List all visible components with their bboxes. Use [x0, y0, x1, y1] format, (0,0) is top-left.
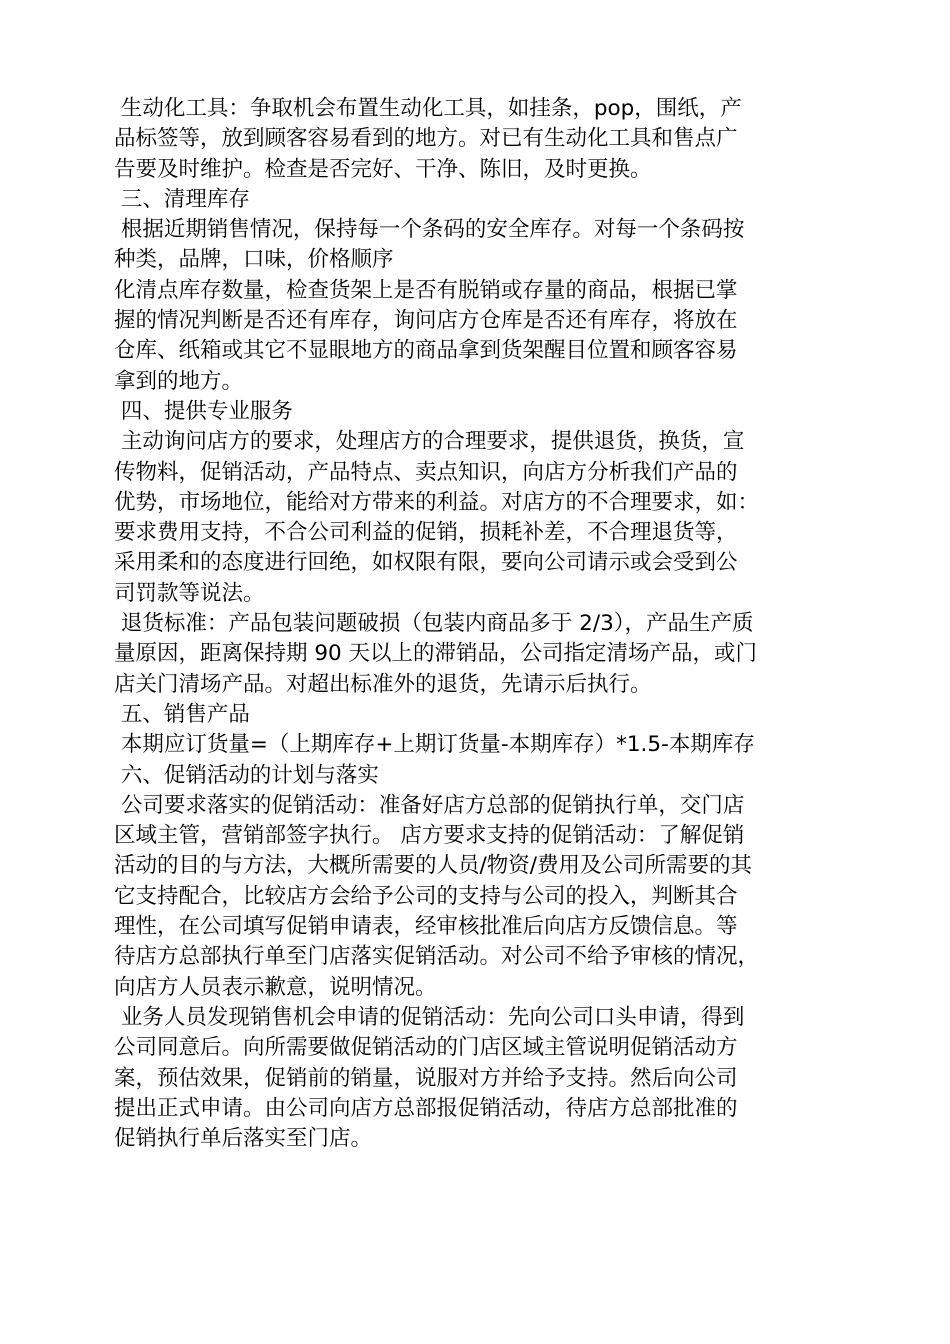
- text-line: 仓库、纸箱或其它不显眼地方的商品拿到货架醒目位置和顾客容易: [114, 338, 738, 364]
- text-line: 量原因，距离保持期 90 天以上的滞销品，公司指定清场产品，或门: [114, 641, 758, 667]
- text-line: 活动的目的与方法，大概所需要的人员/物资/费用及公司所需要的其: [114, 853, 752, 879]
- text-line: 拿到的地方。: [114, 368, 244, 394]
- text-line: 采用柔和的态度进行回绝，如权限有限，要向公司请示或会受到公: [114, 550, 738, 576]
- text-line: 生动化工具：争取机会布置生动化工具，如挂条，pop，围纸，产: [114, 96, 742, 121]
- section-heading: 四、提供专业服务: [114, 398, 293, 424]
- text-line: 握的情况判断是否还有库存，询问店方仓库是否还有库存，将放在: [114, 308, 738, 334]
- text-line: 业务人员发现销售机会申请的促销活动：先向公司口头申请，得到: [114, 1004, 745, 1030]
- section-heading: 六、促销活动的计划与落实: [114, 762, 379, 788]
- text-line: 它支持配合，比较店方会给予公司的支持与公司的投入，判断其合: [114, 883, 738, 909]
- section-heading: 三、清理库存: [114, 186, 250, 212]
- text-line: 退货标准：产品包装问题破损（包装内商品多于 2/3），产品生产质: [114, 611, 754, 637]
- document-body: [114, 94, 838, 1154]
- text-line: 化清点库存数量，检查货架上是否有脱销或存量的商品，根据已掌: [114, 277, 738, 303]
- text-line: 传物料，促销活动，产品特点、卖点知识，向店方分析我们产品的: [114, 459, 738, 485]
- text-line: 种类，品牌，口味，价格顺序: [114, 247, 394, 273]
- text-line: 公司同意后。向所需要做促销活动的门店区域主管说明促销活动方: [114, 1035, 738, 1061]
- text-line: 理性，在公司填写促销申请表，经审核批准后向店方反馈信息。等: [114, 914, 738, 940]
- text-line: 区域主管，营销部签字执行。 店方要求支持的促销活动：了解促销: [114, 823, 745, 849]
- text-line: 公司要求落实的促销活动：准备好店方总部的促销执行单，交门店: [114, 792, 745, 818]
- formula-line: 本期应订货量=（上期库存+上期订货量-本期库存）*1.5-本期库存: [114, 732, 755, 758]
- text-line: 提出正式申请。由公司向店方总部报促销活动，待店方总部批准的: [114, 1095, 738, 1121]
- text-line: 品标签等，放到顾客容易看到的地方。对已有生动化工具和售点广: [114, 126, 738, 152]
- text-line: 待店方总部执行单至门店落实促销活动。对公司不给予审核的情况，: [114, 944, 760, 970]
- text-line: 主动询问店方的要求，处理店方的合理要求，提供退货，换货，宣: [114, 429, 745, 455]
- text-line: 案，预估效果，促销前的销量，说服对方并给予支持。然后向公司: [114, 1065, 738, 1091]
- section-heading: 五、销售产品: [114, 701, 250, 727]
- text-line: 司罚款等说法。: [114, 580, 265, 606]
- text-line: 店关门清场产品。对超出标准外的退货，先请示后执行。: [114, 671, 652, 697]
- text-line: 向店方人员表示歉意，说明情况。: [114, 974, 437, 1000]
- text-line: 优势，市场地位，能给对方带来的利益。对店方的不合理要求，如：: [114, 489, 760, 515]
- text-line: 要求费用支持，不合公司利益的促销，损耗补差，不合理退货等，: [114, 520, 738, 546]
- text-line: 根据近期销售情况，保持每一个条码的安全库存。对每一个条码按: [114, 217, 745, 243]
- text-line: 促销执行单后落实至门店。: [114, 1126, 373, 1152]
- text-line: 告要及时维护。检查是否完好、干净、陈旧，及时更换。: [114, 156, 652, 182]
